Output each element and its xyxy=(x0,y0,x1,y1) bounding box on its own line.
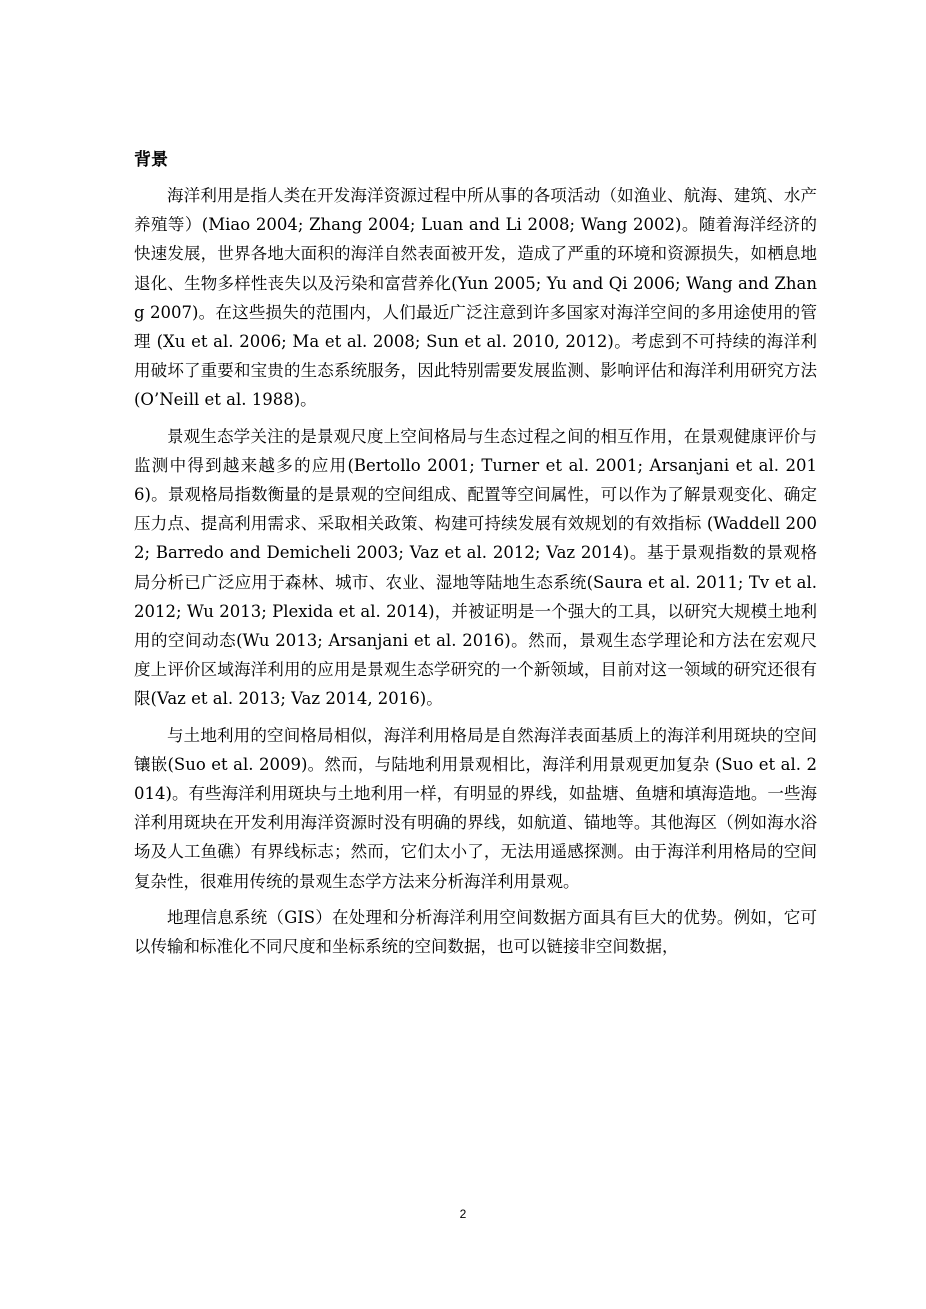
paragraph-3: 与土地利用的空间格局相似，海洋利用格局是自然海洋表面基质上的海洋利用斑块的空间镶嵌(Suo et al. 2009)。然而，与陆地利用景观相比，海洋利用景观更加复杂 (Suo et al. 2014)。有些海洋利用斑块与土地利用一样，有明显的界线，如盐塘、鱼塘和填海造地。一些海洋利用斑块在开发利用海洋资源时没有明确的界线，如航道、锚地等。其他海区（例如海水浴场及人工鱼礁）有界线标志；然而，它们太小了，无法用遥感探测。由于海洋利用格局的空间复杂性，很难用传统的景观生态学方法来分析海洋利用景观。 xyxy=(134,725,817,891)
page-number: 2 xyxy=(459,1207,467,1221)
paragraph-2: 景观生态学关注的是景观尺度上空间格局与生态过程之间的相互作用，在景观健康评价与监测中得到越来越多的应用(Bertollo 2001; Turner et al. 2001; Arsanjani et al. 2016)。景观格局指数衡量的是景观的空间组成、配置等空间属性，可以作为了解景观变化、确定压力点、提高利用需求、采取相关政策、构建可持续发展有效规划的有效指标 (Waddell 2002; Barredo and Demicheli 2003; Vaz et al. 2012; Vaz 2014)。基于景观指数的景观格局分析已广泛应用于森林、城市、农业、湿地等陆地生态系统(Saura et al. 2011; Tv et al. 2012; Wu 2013; Plexida et al. 2014)，并被证明是一个强大的工具，以研究大规模土地利用的空间动态(Wu 2013; Arsanjani et al. 2016)。然而，景观生态学理论和方法在宏观尺度上评价区域海洋利用的应用是景观生态学研究的一个新领域，目前对这一领域的研究还很有限(Vaz et al. 2013; Vaz 2014, 2016)。 xyxy=(134,426,817,709)
paragraph-4: 地理信息系统（GIS）在处理和分析海洋利用空间数据方面具有巨大的优势。例如，它可以传输和标准化不同尺度和坐标系统的空间数据，也可以链接非空间数据， xyxy=(134,907,817,957)
paragraph-1: 海洋利用是指人类在开发海洋资源过程中所从事的各项活动（如渔业、航海、建筑、水产养殖等）(Miao 2004; Zhang 2004; Luan and Li 2008; Wang 2002)。随着海洋经济的快速发展，世界各地大面积的海洋自然表面被开发，造成了严重的环境和资源损失，如栖息地退化、生物多样性丧失以及污染和富营养化(Yun 2005; Yu and Qi 2006; Wang and Zhang 2007)。在这些损失的范围内，人们最近广泛注意到许多国家对海洋空间的多用途使用的管理 (Xu et al. 2006; Ma et al. 2008; Sun et al. 2010, 2012)。考虑到不可持续的海洋利用破坏了重要和宝贵的生态系统服务，因此特别需要发展监测、影响评估和海洋利用研究方法(O’Neill et al. 1988)。 xyxy=(134,186,817,410)
section-heading: 背景 xyxy=(134,150,168,170)
body-text xyxy=(134,181,817,968)
